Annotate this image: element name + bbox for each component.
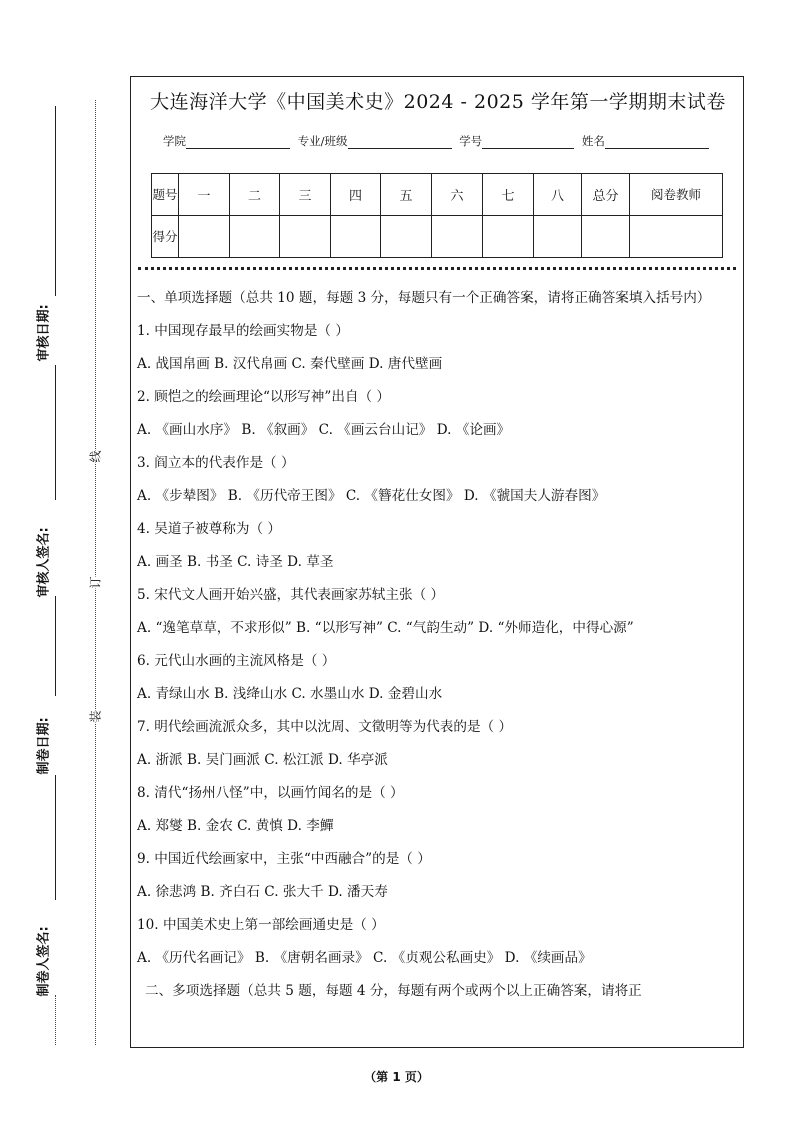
score-cell[interactable]: [381, 216, 432, 258]
side-rule-3: [55, 596, 56, 696]
section1-heading: 一、单项选择题（总共 10 题，每题 3 分，每题只有一个正确答案，请将正确答案填入括号内）: [137, 290, 711, 306]
section2-heading: 二、多项选择题（总共 5 题，每题 4 分，每题有两个或两个以上正确答案，请将正: [145, 983, 642, 999]
make-date-label: 制卷日期:: [36, 717, 52, 775]
options-6: A. 青绿山水 B. 浅绛山水 C. 水墨山水 D. 金碧山水: [137, 686, 443, 702]
question-3: 3. 阎立本的代表作是（ ）: [137, 455, 295, 471]
score-cell[interactable]: [582, 216, 630, 258]
side-dotted-bottom: [55, 995, 56, 1045]
options-1: A. 战国帛画 B. 汉代帛画 C. 秦代壁画 D. 唐代壁画: [137, 356, 443, 372]
major-field[interactable]: [348, 136, 452, 149]
question-10: 10. 中国美术史上第一部绘画通史是（ ）: [137, 917, 385, 933]
question-9: 9. 中国近代绘画家中，主张“中西融合”的是（ ）: [137, 851, 431, 867]
options-4: A. 画圣 B. 书圣 C. 诗圣 D. 草圣: [137, 554, 334, 570]
score-header-cell: 六: [432, 174, 483, 216]
side-rule-2: [55, 365, 56, 500]
score-cell[interactable]: [179, 216, 230, 258]
score-header-cell: 阅卷教师: [630, 174, 723, 216]
options-5: A. “逸笔草草，不求形似” B. “以形写神” C. “气韵生动” D. “外师造化，中得心源”: [137, 620, 634, 636]
question-4: 4. 吴道子被尊称为（ ）: [137, 521, 281, 537]
student-id-field[interactable]: [482, 136, 574, 149]
page-number: （第 1 页）: [364, 1070, 429, 1084]
question-5: 5. 宋代文人画开始兴盛，其代表画家苏轼主张（ ）: [137, 587, 445, 603]
review-date-label: 审核日期:: [36, 304, 52, 362]
name-label: 姓名: [581, 134, 605, 148]
side-rule-top-left: [55, 106, 56, 296]
student-id-label: 学号: [459, 134, 483, 148]
score-cell[interactable]: [534, 216, 582, 258]
score-row-label: 得分: [152, 216, 179, 258]
options-10: A. 《历代名画记》 B. 《唐朝名画录》 C. 《贞观公私画史》 D. 《续画品》: [137, 950, 592, 966]
major-label: 专业/班级: [297, 134, 348, 148]
dotted-separator: [138, 267, 736, 270]
score-cell[interactable]: [432, 216, 483, 258]
score-header-cell: 四: [331, 174, 381, 216]
page-title: 大连海洋大学《中国美术史》2024 - 2025 学年第一学期期末试卷: [150, 91, 726, 113]
score-header-cell: 一: [179, 174, 230, 216]
college-field[interactable]: [186, 136, 290, 149]
options-8: A. 郑燮 B. 金农 C. 黄慎 D. 李鱓: [137, 818, 334, 834]
question-6: 6. 元代山水画的主流风格是（ ）: [137, 653, 336, 669]
score-header-cell: 八: [534, 174, 582, 216]
score-header-cell: 题号: [152, 174, 179, 216]
college-label: 学院: [163, 134, 186, 148]
question-2: 2. 顾恺之的绘画理论“以形写神”出自（ ）: [137, 389, 391, 405]
exam-frame: [130, 76, 744, 1048]
options-2: A. 《画山水序》 B. 《叙画》 C. 《画云台山记》 D. 《论画》: [137, 422, 511, 438]
question-7: 7. 明代绘画流派众多，其中以沈周、文徵明等为代表的是（ ）: [137, 719, 513, 735]
score-table: [151, 173, 723, 258]
options-9: A. 徐悲鸿 B. 齐白石 C. 张大千 D. 潘天寿: [137, 884, 388, 900]
question-8: 8. 清代“扬州八怪”中，以画竹闻名的是（ ）: [137, 785, 404, 801]
score-header-cell: 三: [280, 174, 331, 216]
score-cell[interactable]: [280, 216, 331, 258]
score-header-cell: 总分: [582, 174, 630, 216]
score-header-cell: 五: [381, 174, 432, 216]
options-3: A. 《步辇图》 B. 《历代帝王图》 C. 《簪花仕女图》 D. 《虢国夫人游春图》: [137, 488, 606, 504]
binding-dotted-line: [95, 100, 96, 1045]
question-1: 1. 中国现存最早的绘画实物是（ ）: [137, 323, 349, 339]
side-rule-4: [55, 775, 56, 900]
score-header-cell: 二: [230, 174, 280, 216]
score-cell[interactable]: [230, 216, 280, 258]
maker-sign-label: 制卷人签名:: [36, 926, 52, 997]
binding-mark-ding: 订: [88, 576, 103, 589]
reviewer-sign-label: 审核人签名:: [36, 527, 52, 598]
score-cell[interactable]: [630, 216, 723, 258]
binding-mark-line: 线: [88, 450, 103, 463]
score-cell[interactable]: [331, 216, 381, 258]
score-header-cell: 七: [483, 174, 534, 216]
binding-mark-zhuang: 装: [88, 710, 103, 723]
name-field[interactable]: [605, 136, 709, 149]
options-7: A. 浙派 B. 吴门画派 C. 松江派 D. 华亭派: [137, 752, 388, 768]
student-info-row: [163, 133, 713, 149]
score-cell[interactable]: [483, 216, 534, 258]
questions-area: [137, 288, 741, 1002]
